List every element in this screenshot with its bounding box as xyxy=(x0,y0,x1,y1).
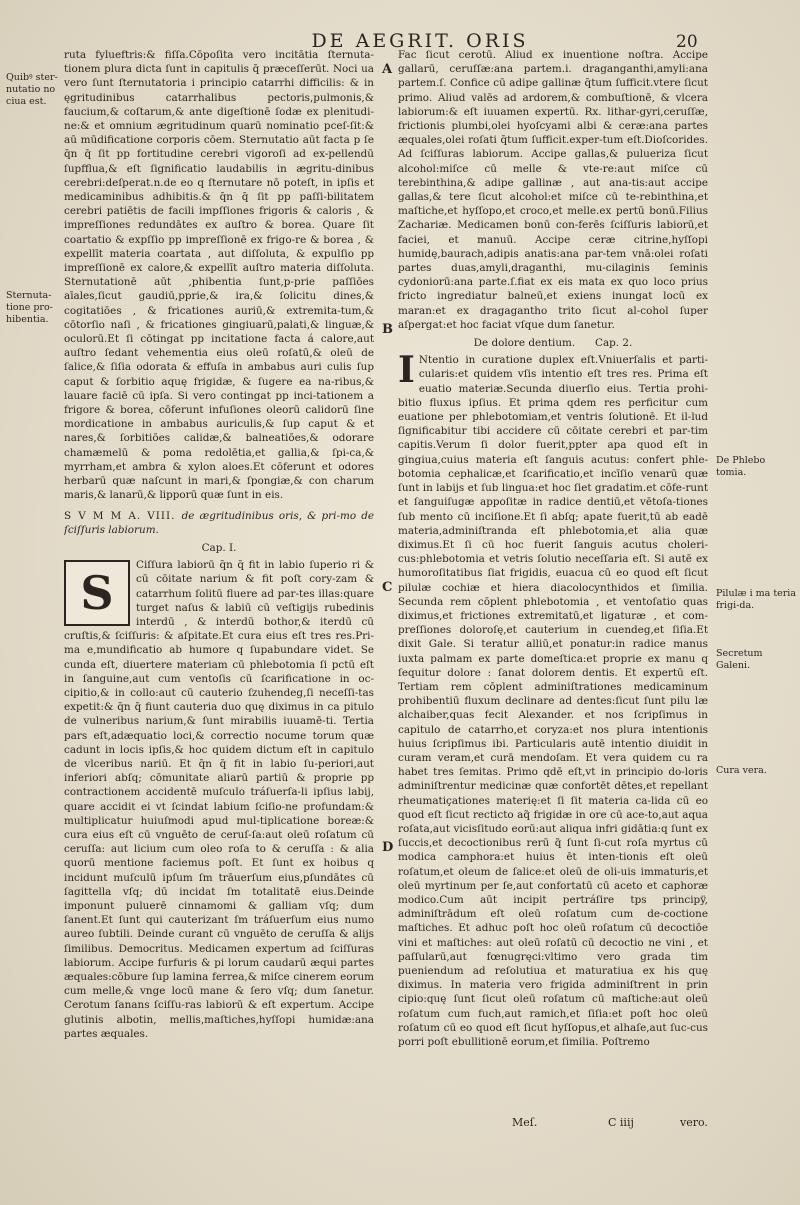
section-letter-a: A xyxy=(382,62,393,77)
initial-letter: I xyxy=(398,349,415,392)
chapter-title: De dolore dentium. xyxy=(473,337,576,350)
right-paragraph-1: Fac ſicut cerotū. Aliud ex inuentione noſtra. Accipe gallarū, ceruſſæ:ana partem.i. draganganthi,amyli:ana partem.ſ. Confice cū adipe gallinæ q̄tum ſufficit.vtere ſicut primo. Aliud valēs ad ardorem,& combuſtionē, & vlcera labiorum:& eſt iuuamen expertū. Rx. lithar-gyri,ceruſſæ, frictionis plumbi,olei hyoſcyami albi & ceræ:ana partes æquales,olei roſati q̄tum ſufficit.exper-tum eſt.Dioſcorides. Ad ſciſſuras labiorum. Accipe gallas,& pulueriza ſicut alcohol:miſce cū melle & vte-re:aut miſce cū terebinthina,& adipe gallinæ , aut ana-tis:aut accipe gallas,& tere ſicut alcohol:et miſce cū te-rebinthina,et maſtiche,et hyſſopo,et croco,et melle.ex pertū bonū.Filius Zachariæ. Medicamen bonū con-ferēs ſciſſuris labiorū,et faciei, et manuū. Accipe ceræ citrine,hyſſopi humidę,baurach,adipis anatis:ana par-tem vnā:olei roſati partes duas,amyli,draganthi, mu-cilaginis ſeminis cydoniorū:ana parte.ſ.fiat ex eis mata ex quo loco prius fricto ingrediatur balneū,et exiens inungat locū ex maran:et ex dragagantho trito ſicut al-cohol ſuper aſpergat:et hoc faciat vſque dum ſanetur. xyxy=(398,49,708,331)
margin-note-left-1: Quibꝰ ster-nutatio no ciua est. xyxy=(6,72,58,107)
section-letter-d: D xyxy=(382,840,394,855)
chapter-number: Cap. I. xyxy=(201,541,237,554)
right-column xyxy=(398,48,708,1128)
left-paragraph-2: Ciſſura labiorū q̄n q̄ fit in labio ſuperio ri & cū cōitate narium & fit poſt cory-zam & catarrhum ſolitū fluere ad par-tes illas:quare turget naſus & labiū cū veſtigijs rubedinis interdū , & interdū bothor,& iterdū cū cruſtis,& ſciſſuris: & aſpitate.Et cura eius eſt tres res.Pri-ma e,mundificatio ab humore q ſupabundare videt. Se cunda eſt, diuertere materiam cū phlebotomia ſi pctū eſt in ſanguine,aut cum ventoſis cū ſcarificatione in oc-cipitio,& in collo:aut cū cauterio ſzuhendeg,ſi neceſſi-tas expetit:& q̄n q̄ fiunt cauteria duo quę diximus in ca pitulo de vulneribus narium,& ſunt mirabilis iuuamē-ti. Tertia pars eſt,adæquatio loci,& correctio nocume torum quæ cadunt in locis ipſis,& hoc quidem dictum eſt in capitulo de vlceribus nariū. Et q̄n q̄ fit in labio ſu-periori,aut inferiori abſq; cōmunitate aliarū partiū & proprie pp contractionem accidentē muſculo tráſuerſa-li ipſius labij, quare accidit ei vt ſcindat labium ſciſio-ne profundam:& multiplicatur huiuſmodi apud mul-tiplicatione boreæ:& cura eius eſt cū vnguēto de ceruſ-ſa:aut oleū roſatum cū ceruſſa: aut licium cum oleo roſa to & ceruſſa : & alia quorū mentione faciemus poſt. Et ſunt ex hoibus q incidunt muſculū ipſum ſm trāuerſum eius,pſundātes cū ſagittella vſq; dū incidat ſm totalitatē eius.Deinde imponunt puluerē cinnamomi & galliam vſq; dum ſanent.Et ſunt qui cauterizant ſm tráſuerſum eius numo aureo ſubtili. Deinde curant cū vnguēto de ceruſſa & alijs ſimilibus. Democritus. Medicamen expertum ad ſciſſuras labiorum. Accipe furfuris & pi lorum caudarū æqui partes æquales:cōbure ſup lamina ferrea,& miſce cinerem eorum cum melle,& vnge locū mane & ſero vſq; dum ſanetur. Cerotum ſanans ſciſſu-ras labiorū & eſt expertum. Accipe glutinis albotin, mellis,maſtiches,hyſſopi humidæ:ana partes æquales. xyxy=(64,559,374,1040)
margin-note-right-3: Secretum Galeni. xyxy=(716,648,763,671)
left-column xyxy=(64,48,374,1128)
margin-note-right-2: Pilulæ i ma teria frigi-da. xyxy=(716,588,797,611)
folio-number: 20 xyxy=(676,32,698,52)
section-letter-b: B xyxy=(382,322,393,337)
section-letter-c: C xyxy=(382,580,393,595)
running-head: DE AEGRIT. ORIS xyxy=(311,30,529,52)
section-heading xyxy=(64,509,374,537)
decorated-initial: S xyxy=(64,560,130,626)
chapter-heading xyxy=(398,336,708,350)
section-subtitle: de ægritudinibus oris, & pri-mo de ſciſſuris labiorum. xyxy=(64,509,374,536)
margin-note-right-4: Cura vera. xyxy=(716,765,767,776)
left-paragraph-1: ruta fylueftris:& fiſſa.Cōpoſita vero incitātia ſternuta-tionem plura dicta ſunt in capitulis q̄ præceſſerūt. Noci ua vero ſunt ſternutatoria i principio catarrhi difficilis: & in ęgritudinibus catarrhalibus pectoris,pulmonis,& faucium,& coſtarum,& ante digeſtionē ſodæ ex plenitudi-ne:& et omnium ægritudinum quarū nominatio pceſ-ſit:& aū mūdificatione corporis cōem. Sternutatio aūt facta p ſe q̄n q̄ ſit pp fortitudine cerebri vigoroſi ad ex-pellendū ſupfflua,& eſt ſignificatio laudabilis in ægritu-dinibus cerebri:deſperat.n.de eo q ſternutare nō poteſt, in ipſis et medicaminibus adhibitis.& q̄n q̄ ſit pp paſſi-bilitatem cerebri patiētis de facili impſſiones frigoris & caloris , & impreſſiones redundātes ex auſtro & borea. Quare ſit coartatio & expſſio pp impreſſionē ex frigo-re & borea , & expellīt materia coartata , aut diſſoluta, & expulſio pp impreſſionē ex calore,& expellīt auſtro materia diſſoluta. Sternutationē aūt ,phibentia ſunt,p-prie paſſiōes aīales,ſicut gaudiū,pprie,& ira,& ſolicitu dines,& cogitatiōes , & fricationes auriū,& extremita-tum,& cōtorſio naſi , & fricationes gingiuarū,palati,& linguæ,& oculorū.Et ſi cōtingat pp incitatione facta á calore,aut auſtro ſedant vehementia eius oleū roſatū,& oleū de ſalice,& ſiſia odorata & effuſa in ambabus auri culis ſup caput & ſorbitio aquę frigidæ, & ſugere ea na-ribus,& lauare faciē cū ipſa. Si vero contingat pp inci-tationem a frigore & borea, cōferunt infuſiones oleorū calidorū ſine mordicatione in ambabus auriculis,& ſup caput & et nares,& ſorbitiōes calidæ,& balneatiōes,& odorare chamæmelū & poma redolētia,et gallia,& ſpi-ca,& myrrham,et ambra & xylon aloes.Et cōferunt et odores herbarū quæ naſcunt in mari,& ſpongiæ,& con charum maris,& lanarū,& lipporū quæ ſunt in eis. xyxy=(64,49,374,502)
chapter-number-2: Cap. 2. xyxy=(595,337,633,350)
next-word: vero. xyxy=(680,1116,708,1129)
margin-note-left-2: Sternuta-tione pro-hibentia. xyxy=(6,290,53,325)
catchword: Meſ. xyxy=(512,1116,538,1129)
right-paragraph-2: Ntentio in curatione duplex eſt.Vniuerſalis et parti-cularis:et quidem vſis intentio eſt tres res. Prima eſt euatio materiæ.Secunda diuerſio eius. Tertia prohi-bitio fluxus ipſius. Et prima qdem res perficitur cum euatione per phlebotomiam,et ventris ſolutionē. Et il-lud ſignificabitur tibi accidere cū cōitate cerebri et par-tim capitis.Verum ſi dolor fuerit,ppter apa quod eſt in gingiua,cuius materia eſt ſanguis acutus: confert phle-botomia cephalicæ,et ſcarificatio,et incīſio venarū quæ ſunt in labijs et ſub lingua:et hoc ſiet gradatim.et cōfe-runt et ſanguiſugæ appoſitæ in radice dentiū,et vētoſa-tiones ſub mento cū inciſione.Et ſi abſq; apate fuerit,tū ab eadē materia,adminiſtranda eſt phlebotomia,et alia quæ diximus.Et ſi cū hoc fuerit ſanguis acutus choleri-cus:phlebotomia et vetris ſolutio neceſſaria eſt. Si autē ex humoroſitatibus ſiat frigidis, euacua cū eo quod eſt ſicut pilulæ cochiæ et hiera diacolocynthidos et ſimilia. Secunda rem cōplent phlebotomia , et ventoſatio quas diximus,et frictiones extremitatū,et ligaturæ , et com-preſſiones doloroſę,et cauterium in cuendeg,et ſiſia.Et dixit Gale. Si teratur alliū,et ponatur:in radice manus iuxta palmam ex parte domeſtica:et proprie ex manu q ſequitur dolore : ſanat dolorem dentis. Et expertū eſt. Tertiam rem cōplent adminiſtrationes medicaminum prohibentiū fluxum declinare ad dentes:ſicut ſunt pilu læ alchaiber,quas fecit Alexander. et nos ſcripſimus in capitulo de catarrho,et coryza:et nos plura intentionis huius ſcripſimus ibi. Particularis autē intentio diuidit in curam veram,et curā mendoſam. Et vera quidem cu ra habet tres ſemitas. Primo qdē eſt,vt in principio do-loris adminiſtrentur medicinæ quæ confortēt dētes,et repellant rheumatiçationes materię:et ſi ſit materia ca-lida cū eo quod eſt ſicut recticto aq̃ frigidæ in ore cū ace-to,aut aqua roſata,aut vicisſitudo eorū:aut aliqua infri gidātia:q ſunt ex ſuccis,et decoctionibus rerū q̃ ſunt ſi-cut roſa myrtus cū modica camphora:et huius ēt inten-tionis eſt oleū roſatum,et oleum de ſalice:et oleū de oli-uis immaturis,et oleū myrtinum per ſe,aut confortatū cū aceto et caphoræ modico.Cum aūt incipit pertráſire tps principÿ, adminiſtrādum eſt oleū roſatum cum de-coctione maſtiches. Et adhuc poſt hoc oleū roſatum cū decoctiōe vini et maſtiches: aut oleū roſatū cū decoctio ne vini , et paſſularū,aut fœnugręci:vltimo vero grada tim pueniendum ad reſolutiua et maturatiua ex his quę diximus. In materia vero frigida adminiſtrent in prin cipio:quę ſunt ſicut oleū roſatum cū maſtiche:aut oleū roſatum cum fuch,aut ramich,et ſiſia:et poſt hoc oleū roſatum cū eo quod eſt ſicut hyſſopus,et alhaſe,aut ſuc-cus porri poſt ebullitionē eorum,et ſimilia. Poſtremo xyxy=(398,354,708,1049)
section-title: S V M M A. VIII. xyxy=(64,509,176,522)
margin-note-right-1: De Phlebo tomia. xyxy=(716,455,766,478)
signature-mark: C iiij xyxy=(608,1116,634,1129)
